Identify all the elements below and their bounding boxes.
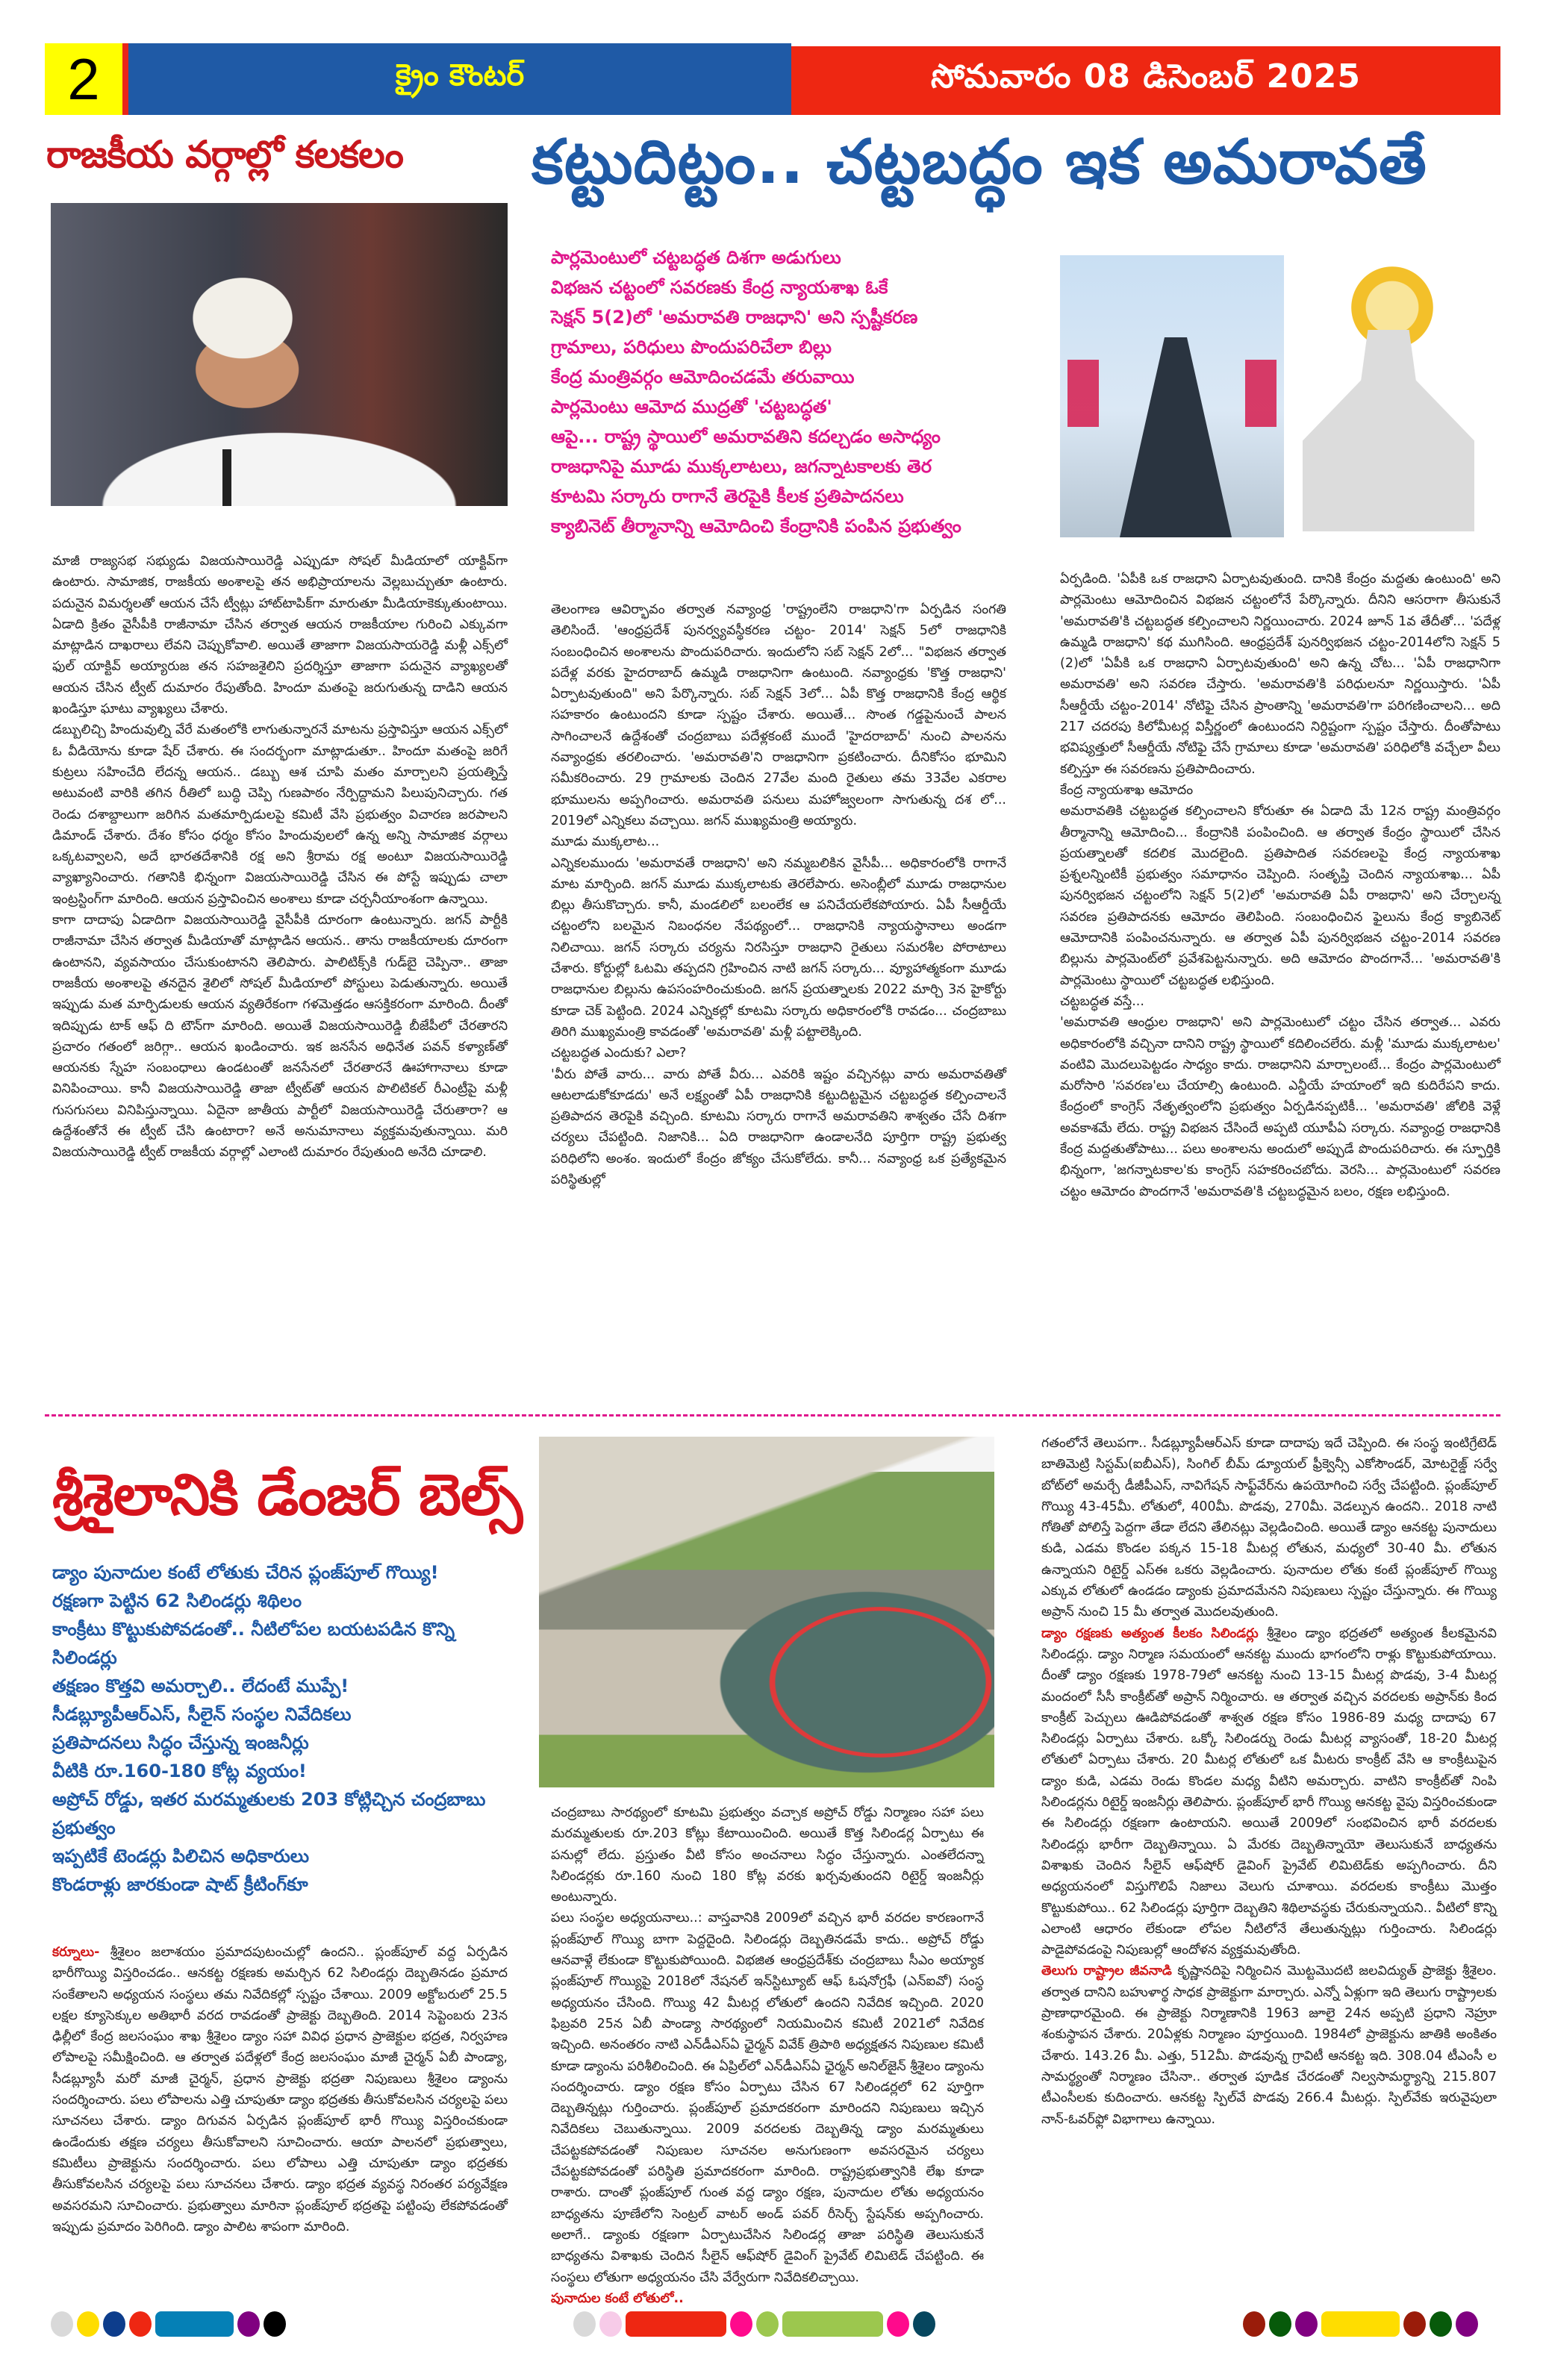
amaravati-body-col2 xyxy=(551,599,1006,1190)
paragraph: ఎన్నికలముందు 'అమరావతే రాజధాని' అని నమ్మబలికిన వైసీపీ... అధికారంలోకి రాగానే మాట మార్చింది. జగన్ మూడు ముక్కలాటకు తెరలేపారు. అసెంబ్లీలో మూడు రాజధానుల బిల్లు తీసుకొచ్చారు. కానీ, మండలిలో బలంలేక ఆ పనిచేయలేకపోయారు. ఏపీ సీఆర్డీయే చట్టంలోని బలమైన నిబంధనల నేపథ్యంలో... రాజధానికి న్యాయస్థానాలు అండగా నిలిచాయి. జగన్ సర్కారు చర్యను నిరసిస్తూ రాజధాని రైతులు సమరశీల పోరాటాలు చేశారు. కోర్టుల్లో ఓటమి తప్పదని గ్రహించిన నాటి జగన్ సర్కారు... వ్యూహాత్మకంగా మూడు రాజధానుల బిల్లును ఉపసంహరించుకుంది. జగన్ ప్రయత్నాలకు 2022 మార్చి 3న హైకోర్టు కూడా చెక్ పెట్టింది. 2024 ఎన్నికల్లో కూటమి సర్కారు అధికారంలోకి రావడం... చంద్రబాబు తిరిగి ముఖ్యమంత్రి కావడంతో 'అమరావతి' మళ్లీ పట్టాలెక్కింది. xyxy=(551,855,1006,1040)
color-swatch xyxy=(913,2311,935,2337)
paragraph: పలు సంస్థల అధ్యయనాలు..: వాస్తవానికి 2009లో వచ్చిన భారీ వరదల కారణంగానే ప్లంజ్‌పూల్ గొయ్యి బాగా పెద్దదైంది. సిలిండర్లు దెబ్బతినడమే కాదు.. అప్రోచ్ రోడ్డు ఆనవాళ్లే లేకుండా కొట్టుకుపోయింది. విభజిత ఆంధ్రప్రదేశ్‌కు చంద్రబాబు సీఎం అయ్యాక ప్లంజ్‌పూల్ గొయ్యిపై 2018లో నేషనల్ ఇన్‌స్టిట్యూట్ ఆఫ్ ఓషనోగ్రఫీ (ఎన్ఐవో) సంస్థ అధ్యయనం చేసింది. గొయ్యి 42 మీటర్ల లోతులో ఉందని నివేదిక ఇచ్చింది. 2020 ఫిబ్రవరి 25న ఏబీ పాండ్యా సారథ్యంలో నియమించిన కమిటీ 2021లో నివేదిక ఇచ్చింది. అనంతరం నాటి ఎన్‌డీఎస్ఏ ఛైర్మన్ వివేక్ త్రిపాఠి అధ్యక్షతన నిపుణుల కమిటీ కూడా డ్యాంను పరిశీలించింది. ఈ ఏప్రిల్‌లో ఎన్‌డీఎస్ఏ ఛైర్మన్ అనిల్‌జైన్ శ్రీశైలం డ్యాంను సందర్శించారు. డ్యాం రక్షణ కోసం ఏర్పాటు చేసిన 67 సిలిండర్లలో 62 పూర్తిగా దెబ్బతిన్నట్లు గుర్తించారు. ప్లంజ్‌పూల్ ప్రమాదకరంగా మారిందని నిపుణులు ఇచ్చిన నివేదికలు చెబుతున్నాయి. 2009 వరదలకు దెబ్బతిన్న డ్యాం మరమ్మతులు చేపట్టకపోవడంతో నిపుణుల సూచనల అనుగుణంగా అవసరమైన చర్యలు చేపట్టకపోవడంతో పరిస్థితి ప్రమాదకరంగా మారింది. రాష్ట్రప్రభుత్వానికి లేఖ కూడా రాశారు. దాంతో ప్లంజ్‌పూల్ గుంత వద్ద డ్యాం రక్షణ, పునాదుల లోతు అధ్యయనం బాధ్యతను పూణేలోని సెంట్రల్ వాటర్ అండ్ పవర్ రీసెర్చ్ స్టేషన్‌కు అప్పగించారు. అలాగే.. డ్యాంకు రక్షణగా ఏర్పాటుచేసిన సిలిండర్ల తాజా పరిస్థితి తెలుసుకునే బాధ్యతను విశాఖకు చెందిన సీలైన్ ఆఫ్‌షోర్ డైవింగ్ ప్రైవేట్ లిమిటెడ్ చేపట్టింది. ఈ సంస్థలు లోతుగా అధ్యయనం చేసి వేర్వేరుగా నివేదికలిచ్చాయి. xyxy=(551,1911,985,2285)
deck-line: కాంక్రీటు కొట్టుకుపోవడంతో.. నీటిలోపల బయటపడిన కొన్ని సిలిండర్లు xyxy=(52,1619,455,1668)
deck-line: అప్రోచ్ రోడ్డు, ఇతర మరమ్మతులకు 203 కోట్లిచ్చిన చంద్రబాబు ప్రభుత్వం xyxy=(52,1789,486,1838)
paragraph: కాగా దాదాపు ఏడాదిగా విజయసాయిరెడ్డి వైసీపీకి దూరంగా ఉంటున్నారు. జగన్ పార్టీకి రాజీనామా చేసిన తర్వాత మీడియాతో మాట్లాడిన ఆయన.. తాను రాజకీయాలకు దూరంగా ఉంటానని, వ్యవసాయం చేసుకుంటానని తెలిపారు. పాలిటిక్స్‌కి గుడ్‌బై చెప్పినా.. తాజా రాజకీయ అంశాలపై తనదైన శైలిలో సోషల్ మీడియాలో పోస్టులు పెడుతున్నారు. అయితే ఇప్పుడు మత మార్పిడులకు ఆయన వ్యతిరేకంగా గళమెత్తడం ఆసక్తికరంగా మారింది. దీంతో ఇదిప్పుడు టాక్ ఆఫ్ ది టౌన్‌గా మారింది. అయితే విజయసాయిరెడ్డి బీజేపీలో చేరతారని ప్రచారం గతంలో జరిగ్గా.. ఆయన ఖండించారు. ఇక జనసేన అధినేత పవన్ కళ్యాణ్‌తో ఆయనకు స్నేహ సంబంధాలు ఉండటంతో జనసేనలో చేరతారనే ఊహాగానాలు కూడా వినిపించాయి. కానీ విజయసాయిరెడ్డి తాజా ట్వీట్‌తో ఆయన పొలిటికల్ రీఎంట్రీపై మళ్లీ గుసగుసలు వినిపిస్తున్నాయి. ఏదైనా జాతీయ పార్టీలో విజయసాయిరెడ్డి చేరుతారా? ఆ ఉద్దేశంతోనే ఈ ట్వీట్ చేసి ఉంటారా? అనే అనుమానాలు వ్యక్తమవుతున్నాయి. మరి విజయసాయిరెడ్డి ట్వీట్ రాజకీయ వర్గాల్లో ఎలాంటి దుమారం రేపుతుంది అనేది చూడాలి. xyxy=(52,913,508,1161)
paragraph: కర్నూలు- శ్రీశైలం జలాశయం ప్రమాదపుటంచుల్లో ఉందని.. ప్లంజ్‌పూల్ వద్ద ఏర్పడిన భారీగొయ్యి విస్తరించడం.. ఆనకట్ట రక్షణకు అమర్చిన 62 సిలిండర్లు దెబ్బతినడం ప్రమాద సంకేతాలని అధ్యయన సంస్థలు తమ నివేదికల్లో స్పష్టం చేశాయి. 2009 అక్టోబరులో 25.5 లక్షల క్యూసెక్కుల అతిభారీ వరద రావడంతో ప్రాజెక్టు దెబ్బతింది. 2014 సెప్టెంబరు 23న ఢిల్లీలో కేంద్ర జలసంఘం శాఖ శ్రీశైలం డ్యాం సహా వివిధ ప్రధాన ప్రాజెక్టుల భద్రత, నిర్వహణ లోపాలపై సమీక్షించింది. ఆ తర్వాత పదేళ్లలో కేంద్ర జలసంఘం మాజీ చైర్మన్ ఏబీ పాండ్యా, సీడబ్ల్యూసీ మరో మాజీ చైర్మన్, ప్రధాన ప్రాజెక్టు భద్రతా నిపుణులు శ్రీశైలం డ్యాంను సందర్శించారు. పలు లోపాలను ఎత్తి చూపుతూ డ్యాం భద్రతకు తీసుకోవలసిన చర్యలపై పలు సూచనలు చేశారు. డ్యాం దిగువన ఏర్పడిన ప్లంజ్‌పూల్ భారీ గొయ్యి విస్తరించకుండా ఉండేందుకు తక్షణ చర్యలు తీసుకోవాలని సూచించారు. ఆయా పాలనలో ప్రభుత్వాలు, కమిటీలు ప్రాజెక్టును సందర్శించారు. పలు లోపాలు ఎత్తి చూపుతూ డ్యాం భద్రతకు తీసుకోవలసిన చర్యలపై పలు సూచనలు చేశారు. డ్యాం భద్రత వ్యవస్థ నిరంతర పర్యవేక్షణ అవసరమని సూచించారు. ప్రభుత్వాలు మారినా ప్లంజ్‌పూల్ భద్రతపై పట్టింపు లేకపోవడంతో ఇప్పుడు ప్రమాదం పెరిగింది. డ్యాం పాలిట శాపంగా మారింది. xyxy=(52,1945,508,2234)
color-swatch xyxy=(129,2311,152,2337)
paragraph: గతంలోనే తెలుపగా.. సీడబ్ల్యూపీఆర్ఎస్ కూడా దాదాపు ఇదే చెప్పింది. ఈ సంస్థ ఇంటిగ్రేటెడ్ బాతిమెట్రి సిస్టమ్(ఐబీఎస్), సింగిల్ బీమ్ డ్యూయల్ ఫ్రీక్వెన్సీ ఎకోసౌండర్, మోటరైజ్డ్ సర్వే బోట్‌లో అమర్చే డీజీపీఎస్, నావిగేషన్ సాఫ్ట్‌వేర్‌ను ఉపయోగించి సర్వే చేపట్టింది. ప్లంజ్‌పూల్ గొయ్యి 43-45మీ. లోతులో, 400మీ. పొడవు, 270మీ. వెడల్పున ఉందని.. 2018 నాటి గోతితో పోలిస్తే పెద్దగా తేడా లేదని తేలినట్లు వెల్లడించింది. అయితే డ్యాం ఆనకట్ట పునాదులు కుడి, ఎడమ కొండల పక్కన 15-18 మీటర్ల లోతున, మధ్యలో 30-40 మీ. లోతున ఉన్నాయని రిటైర్డ్ ఎస్ఈ ఒకరు వెల్లడించారు. పునాదుల లోతు కంటే ప్లంజ్‌పూల్ గొయ్యి ఎక్కువ లోతులో ఉండడం డ్యాంకు ప్రమాదమేనని నిపుణులు స్పష్టం చేస్తున్నారు. ఈ గొయ్యి అప్రాన్ నుంచి 15 మీ తర్వాత మొదలవుతుంది. xyxy=(1041,1436,1497,1620)
section-title: క్రైం కౌంటర్ xyxy=(128,43,791,115)
page-number: 2 xyxy=(45,43,128,115)
color-swatch xyxy=(77,2311,99,2337)
color-swatch xyxy=(1243,2311,1265,2337)
amaravati-photo xyxy=(1060,255,1493,537)
color-swatch xyxy=(155,2311,234,2337)
color-swatch xyxy=(264,2311,286,2337)
deck-line: వీటికి రూ.160-180 కోట్ల వ్యయం! xyxy=(52,1761,307,1781)
paragraph: తెలంగాణ ఆవిర్భావం తర్వాత నవ్యాంధ్ర 'రాష్ట్రంలేని రాజధాని'గా ఏర్పడిన సంగతి తెలిసిందే. 'ఆంధ్రప్రదేశ్ పునర్వ్యవస్థీకరణ చట్టం- 2014' సెక్షన్ 5లో రాజధానికి సంబంధించిన అంశాలను పొందుపరిచారు. ఇందులోని సబ్ సెక్షన్ 2లో... "విభజన తర్వాత పదేళ్ల వరకు హైదరాబాద్ ఉమ్మడి రాజధానిగా ఉంటుంది. నవ్యాంధ్రకు 'కొత్త రాజధాని' ఏర్పాటవుతుంది" అని పేర్కొన్నారు. సబ్ సెక్షన్ 3లో... ఏపీ కొత్త రాజధానికి కేంద్ర ఆర్థిక సహకారం ఉంటుందని కూడా స్పష్టం చేశారు. అయితే... సొంత గడ్డపైనుంచే పాలన సాగించాలనే ఉద్దేశంతో చంద్రబాబు పదేళ్లకంటే ముందే 'హైదరాబాద్' నుంచి పాలనను నవ్యాంధ్రకు తరలించారు. 'అమరావతి'ని రాజధానిగా ప్రకటించారు. దీనికోసం భూమిని సమీకరించారు. 29 గ్రామాలకు చెందిన 27వేల మంది రైతులు తమ 33వేల ఎకరాల భూములను అప్పగించారు. అమరావతి పనులు మహోజ్వలంగా సాగుతున్న దశ లో... 2019లో ఎన్నికలు వచ్చాయి. జగన్ ముఖ్యమంత్రి అయ్యారు. xyxy=(551,602,1006,828)
color-swatch xyxy=(1403,2311,1426,2337)
paragraph: తెలుగు రాష్ట్రాల జీవనాడి కృష్ణానదిపై నిర్మించిన మొట్టమొదటి జలవిద్యుత్ ప్రాజెక్టు శ్రీశైలం. తర్వాత దానిని బహుళార్థ సాధక ప్రాజెక్టుగా మార్చారు. ఎన్నో ఏళ్లుగా ఇది తెలుగు రాష్ట్రాలకు ప్రాణాధారమైంది. ఈ ప్రాజెక్టు నిర్మాణానికి 1963 జూలై 24న అప్పటి ప్రధాని నెహ్రూ శంకుస్థాపన చేశారు. 20ఏళ్లకు నిర్మాణం పూర్తయింది. 1984లో ప్రాజెక్టును జాతికి అంకితం చేశారు. 143.26 మీ. ఎత్తు, 512మీ. పొడవున్న గ్రావిటీ ఆనకట్ట ఇది. 308.04 టీఎంసీ ల సామర్థ్యంతో నిర్మాణం చేసినా.. తర్వాత పూడిక చేరడంతో నిల్వసామర్థ్యాన్ని 215.807 టీఎంసీలకు కుదించారు. ఆనకట్ట స్పిల్‌వే పొడవు 266.4 మీటర్లు. స్పిల్‌వేకు ఇరువైపులా నాన్-ఓవర్‌ఫ్లో విభాగాలు ఉన్నాయి. xyxy=(1041,1964,1497,2127)
color-registration-left xyxy=(51,2310,286,2338)
dateline: కర్నూలు- xyxy=(52,1945,100,1960)
deck-line: రాజధానిపై మూడు ముక్కలాటలు, జగన్నాటకాలకు తెర xyxy=(551,456,932,477)
paragraph: డ్యాం రక్షణకు అత్యంత కీలకం సిలిండర్లు శ్రీశైలం డ్యాం భద్రతలో అత్యంత కీలకమైనవి సిలిండర్లు. డ్యాం నిర్మాణ సమయంలో ఆనకట్ట ముందు భాగంలోని రాళ్లు కొట్టుకుపోయాయి. దీంతో డ్యాం రక్షణకు 1978-79లో ఆనకట్ట నుంచి 13-15 మీటర్ల పొడవు, 3-4 మీటర్ల మందంలో సీసీ కాంక్రీట్‌తో అప్రాన్ నిర్మించారు. ఆ తర్వాత వచ్చిన వరదలకు అప్రాన్‌కు కింద కాంక్రీట్ పెచ్చులు ఊడిపోవడంతో శాశ్వత రక్షణ కోసం 1986-89 మధ్య దాదాపు 67 సిలిండర్లు ఏర్పాటు చేశారు. ఒక్కో సిలిండర్ను రెండు మీటర్ల వ్యాసంతో, 18-20 మీటర్ల లోతులో ఏర్పాటు చేశారు. 20 మీటర్ల లోతులో ఒక మీటరు కాంక్రీట్ వేసి ఆ కాంక్రీటుపైన డ్యాం కుడి, ఎడమ రెండు కొండల మధ్య వీటిని అమర్చారు. వాటిని కాంక్రీట్‌తో నింపి సిలిండర్లను రిటైర్డ్ ఇంజనీర్లు తెలిపారు. ప్లంజ్‌పూల్ భారీ గొయ్యి ఆనకట్ట వైపు విస్తరించకుండా ఈ సిలిండర్లు రక్షణగా ఉంటాయని. అయితే 2009లో సంభవించిన భారీ వరదలకు సిలిండర్లు భారీగా దెబ్బతిన్నాయి. ఏ మేరకు దెబ్బతిన్నాయో తెలుసుకునే బాధ్యతను విశాఖకు చెందిన సీలైన్ ఆఫ్‌షోర్ డైవింగ్ ప్రైవేట్ లిమిటెడ్‌కు అప్పగించారు. దీని అధ్యయనంలో విస్తుగొలిపే నిజాలు వెలుగు చూశాయి. వరదలకు కాంక్రీటు మొత్తం కొట్టుకుపోయి.. 62 సిలిండర్లు పూర్తిగా దెబ్బతిని శిథిలావస్థకు చేరుకున్నాయని.. వీటిలో కొన్ని ఎలాంటి ఆధారం లేకుండా లోపల నీటిలోనే తేలుతున్నట్లు గుర్తించారు. సిలిండర్లు పాడైపోవడంపై నిపుణుల్లో ఆందోళన వ్యక్తమవుతోంది. xyxy=(1041,1625,1497,1958)
color-registration-right xyxy=(1243,2310,1478,2338)
issue-date: సోమవారం 08 డిసెంబర్ 2025 xyxy=(791,46,1500,115)
amaravati-body-col3 xyxy=(1060,569,1500,1202)
deck-line: తక్షణం కొత్తవి అమర్చాలి.. లేదంటే ముప్పే! xyxy=(52,1675,349,1696)
deck-line: కేంద్ర మంత్రివర్గం ఆమోదించడమే తరువాయి xyxy=(551,366,855,387)
color-swatch xyxy=(730,2311,752,2337)
vsr-headline: రాజకీయ వర్గాల్లో కలకలం xyxy=(46,133,403,176)
deck-line: సీడబ్ల్యూపీఆర్ఎస్, సీలైన్ సంస్థల నివేదికలు xyxy=(52,1704,352,1725)
subhead: తెలుగు రాష్ట్రాల జీవనాడి xyxy=(1041,1964,1172,1979)
deck-line: ఆపై... రాష్ట్ర స్థాయిలో అమరావతిని కదల్చడం అసాధ్యం xyxy=(551,426,941,447)
color-swatch xyxy=(103,2311,125,2337)
srisailam-deck xyxy=(52,1558,515,1899)
deck-line: డ్యాం పునాదుల కంటే లోతుకు చేరిన ప్లంజ్‌పూల్ గొయ్యి! xyxy=(52,1562,439,1583)
subhead: కేంద్ర న్యాయశాఖ ఆమోదం xyxy=(1060,782,1194,798)
vsr-photo xyxy=(51,203,508,506)
deck-line: గ్రామాలు, పరిధులు పొందుపరిచేలా బిల్లు xyxy=(551,337,832,357)
color-swatch xyxy=(1269,2311,1291,2337)
paragraph: ఏర్పడింది. 'ఏపీకి ఒక రాజధాని ఏర్పాటవుతుంది. దానికి కేంద్రం మద్దతు ఉంటుంది' అని పార్లమెంటు ఆమోదించిన విభజన చట్టంలోనే పేర్కొన్నారు. దీనిని ఆసరాగా తీసుకునే 'అమరావతి'కి చట్టబద్ధత కల్పించాలని నిర్ణయించారు. 2024 జూన్ 1వ తేదీతో... 'పదేళ్ల ఉమ్మడి రాజధాని' కథ ముగిసింది. ఆంధ్రప్రదేశ్ పునర్విభజన చట్టం-2014లోని సెక్షన్ 5 (2)లో 'ఏపీకి ఒక రాజధాని ఏర్పాటవుతుంది' అని ఉన్న చోట... 'ఏపీ రాజధానిగా అమరావతి' అని సవరణ చేస్తారు. 'అమరావతి'కి పరిధులనూ నిర్ణయిస్తారు. 'ఏపీ సీఆర్డీయే చట్టం-2014' నోటిఫై చేసిన ప్రాంతాన్ని 'అమరావతి'గా పరిగణించాలని... అది 217 చదరపు కిలోమీటర్ల విస్తీర్ణంలో ఉంటుందని నిర్దిష్టంగా స్పష్టం చేస్తారు. దీంతోపాటు భవిష్యత్తులో సీఆర్డీయే నోటిఫై చేసే గ్రామాలు కూడా 'అమరావతి' పరిధిలోకి వచ్చేలా వీలు కల్పిస్తూ ఈ సవరణను ప్రతిపాదించారు. xyxy=(1060,572,1500,777)
subhead: డ్యాం రక్షణకు అత్యంత కీలకం సిలిండర్లు xyxy=(1041,1625,1259,1641)
deck-line: పార్లమెంటులో చట్టబద్ధత దిశగా అడుగులు xyxy=(551,247,841,268)
color-swatch xyxy=(756,2311,779,2337)
deck-line: కొండరాళ్లు జారకుండా షాట్ క్రీటింగ్‌కూ xyxy=(52,1874,308,1895)
color-registration-middle xyxy=(573,2310,935,2338)
color-swatch xyxy=(626,2311,726,2337)
vsr-body xyxy=(52,551,508,1164)
subhead: చట్టబద్ధత వస్తే... xyxy=(1060,993,1144,1009)
paragraph xyxy=(551,2288,984,2309)
paragraph: డబ్బులిచ్చి హిందువుల్ని వేరే మతంలోకి లాగుతున్నారనే మాటను ప్రస్తావిస్తూ ఆయన ఎక్స్‌లో ఓ వీడియోను కూడా షేర్ చేశారు. ఈ సందర్భంగా మాట్లాడుతూ.. హిందూ మతంపై జరిగే కుట్రలు సహించేది లేదన్న ఆయన.. డబ్బు ఆశ చూపి మతం మార్చాలని ప్రయత్నిస్తే అటువంటి వారికి తగిన రీతిలో బుద్ధి చెప్పి గుణపాఠం నేర్పిద్దామని పిలుపునిచ్చారు. గత రెండు దశాబ్దాలుగా జరిగిన మతమార్పిడులపై కమిటీ వేసి ప్రభుత్వం విచారణ జరపాలని డిమాండ్ చేశారు. దేశం కోసం ధర్మం కోసం హిందువులలో ఉన్న అన్ని సామాజిక వర్గాలు ఒక్కటవ్వాలని, అదే భారతదేశానికి రక్ష అని శ్రీరామ రక్ష అంటూ విజయసాయిరెడ్డి వ్యాఖ్యానించారు. గతానికి భిన్నంగా విజయసాయిరెడ్డి చేసిన ఈ పోస్టే ఇప్పుడు చాలా ఇంట్రస్టింగ్‌గా మారింది. ఆయన ప్రస్తావించిన అంశాలు కూడా చర్చనీయాంశంగా ఉన్నాయి. xyxy=(52,722,508,907)
srisailam-body-col3 xyxy=(1041,1433,1497,2130)
paragraph: మాజీ రాజ్యసభ సభ్యుడు విజయసాయిరెడ్డి ఎప్పుడూ సోషల్ మీడియాలో యాక్టివ్‌గా ఉంటారు. సామాజిక, రాజకీయ అంశాలపై తన అభిప్రాయాలను వెల్లబుచ్చుతూ ఉంటారు. పదునైన విమర్శలతో ఆయన చేసే ట్వీట్లు హాట్‌టాపిక్‌గా మారుతూ మీడియాకెక్కుతుంటాయి. ఏడాది క్రితం వైసీపీకి రాజీనామా చేసిన తర్వాత ఆయన రాజకీయాల గురించి ఎక్కువగా మాట్లాడిన దాఖరాలు లేవని చెప్పుకోవాలి. అయితే తాజాగా విజయసాయరెడ్డి మళ్లీ ఎక్స్‌లో ఫుల్ యాక్టివ్ అయ్యారుజ తన సహజశైలిని ప్రదర్శిస్తూ తాజాగా పదునైన వ్యాఖ్యలతో ఆయన చేసిన ట్వీట్ దుమారం రేపుతోంది. హిందూ మతంపై జరుగుతున్న దాడిని ఆయన ఖండిస్తూ ఘాటు వ్యాఖ్యలు చేశారు. xyxy=(52,554,508,717)
deck-line: విభజన చట్టంలో సవరణకు కేంద్ర న్యాయశాఖ ఓకే xyxy=(551,277,888,298)
foundation-stone-image xyxy=(1060,255,1284,537)
paragraph: చంద్రబాబు సారథ్యంలో కూటమి ప్రభుత్వం వచ్చాక అప్రోచ్ రోడ్డు నిర్మాణం సహా పలు మరమ్మతులకు రూ.203 కోట్లు కేటాయించింది. అయితే కొత్త సిలిండర్ల ఏర్పాటు ఈ పనుల్లో లేదు. ప్రస్తుతం వీటి కోసం అంచనాలు సిద్ధం చేస్తున్నారు. ఎంతలేదన్నా సిలిండర్లకు రూ.160 నుంచి 180 కోట్ల వరకు ఖర్చవుతుందని రిటైర్డ్ ఇంజనీర్లు అంటున్నారు. xyxy=(551,1805,984,1905)
amaravati-headline: కట్టుదిట్టం.. చట్టబద్ధం ఇక అమరావతే xyxy=(532,127,1427,198)
amaravati-deck xyxy=(551,243,1044,541)
color-swatch xyxy=(887,2311,909,2337)
section-divider xyxy=(45,1414,1500,1417)
color-swatch xyxy=(51,2311,73,2337)
srisailam-body-col2 xyxy=(551,1802,984,2309)
color-swatch xyxy=(599,2311,622,2337)
color-swatch xyxy=(573,2311,596,2337)
color-swatch xyxy=(1295,2311,1318,2337)
paragraph: 'అమరావతి ఆంధ్రుల రాజధాని' అని పార్లమెంటులో చట్టం చేసిన తర్వాత... ఎవరు అధికారంలోకి వచ్చినా దానిని రాష్ట్ర స్థాయిలో కదిలించలేరు. మళ్లీ 'మూడు ముక్కలాటల' వంటివి మొదలుపెట్టడం సాధ్యం కాదు. రాజధానిని మార్చాలంటే... కేంద్రం పార్లమెంటులో మరోసారి 'సవరణ'లు చేయాల్సి ఉంటుంది. ఎన్డీయే హయాంలో ఇది కుదిరేపని కాదు. కేంద్రంలో కాంగ్రెస్ నేతృత్వంలోని ప్రభుత్వం ఏర్పడినప్పటికీ... 'అమరావతి' జోలికి వెళ్లే అవకాశమే లేదు. రాష్ట్ర విభజన చేసిందే అప్పటి యూపీఏ సర్కారు. నవ్యాంధ్ర రాజధానికి కేంద్ర మద్దతుతోపాటు... పలు అంశాలను అందులో అప్పుడే పొందుపరిచారు. ఈ స్ఫూర్తికి భిన్నంగా, 'జగన్నాటకాల'కు కాంగ్రెస్ సహకరించబోదు. వెరసి... పార్లమెంటులో సవరణ చట్టం ఆమోదం పొందగానే 'అమరావతి'కి చట్టబద్ధమైన బలం, రక్షణ లభిస్తుంది. xyxy=(1060,1015,1500,1199)
subhead: పునాదుల కంటే లోతులో.. xyxy=(551,2290,684,2306)
deck-line: ఇప్పటికే టెండర్లు పిలిచిన అధికారులు xyxy=(52,1846,310,1867)
srisailam-dam-photo xyxy=(539,1437,994,1787)
srisailam-body-col1 xyxy=(52,1942,508,2237)
color-swatch xyxy=(1321,2311,1400,2337)
deck-line: కూటమి సర్కారు రాగానే తెరపైకి కీలక ప్రతిపాదనలు xyxy=(551,486,904,507)
color-swatch xyxy=(1430,2311,1452,2337)
subhead: చట్టబద్ధత ఎందుకు? ఎలా? xyxy=(551,1046,687,1061)
color-swatch xyxy=(1456,2311,1478,2337)
subhead: మూడు ముక్కలాట... xyxy=(551,834,660,850)
deck-line: సెక్షన్ 5(2)లో 'అమరావతి రాజధాని' అని స్పష్టీకరణ xyxy=(551,307,918,328)
masthead xyxy=(45,43,1500,115)
paragraph: 'వీరు పోతే వారు... వారు పోతే వీరు... ఎవరికి ఇష్టం వచ్చినట్లు వారు అమరావతితో ఆటలాడుకోకూడదు' అనే లక్ష్యంతో ఏపీ రాజధానికి కట్టుదిట్టమైన చట్టబద్ధత కల్పించాలనే ప్రతిపాదన తెరపైకి వచ్చింది. కూటమి సర్కారు రాగానే అమరావతిని శాశ్వతం చేసే దిశగా చర్యలు చేపట్టింది. నిజానికి... ఏది రాజధానిగా ఉండాలనేది పూర్తిగా రాష్ట్ర ప్రభుత్వ పరిధిలోని అంశం. ఇందులో కేంద్రం జోక్యం చేసుకోలేదు. కానీ... నవ్యాంధ్ర ఒక ప్రత్యేకమైన పరిస్థితుల్లో xyxy=(551,1066,1006,1188)
deck-line: రక్షణగా పెట్టిన 62 సిలిండర్లు శిథిలం xyxy=(52,1590,302,1611)
srisailam-headline: శ్రీశైలానికి డేంజర్ బెల్స్ xyxy=(52,1461,523,1528)
buddha-statue-image xyxy=(1284,255,1493,537)
color-swatch xyxy=(237,2311,260,2337)
deck-line: క్యాబినెట్ తీర్మానాన్ని ఆమోదించి కేంద్రానికి పంపిన ప్రభుత్వం xyxy=(551,516,961,537)
microphone-graphic xyxy=(222,449,231,506)
deck-line: ప్రతిపాదనలు సిద్ధం చేస్తున్న ఇంజనీర్లు xyxy=(52,1732,309,1753)
color-swatch xyxy=(782,2311,883,2337)
deck-line: పార్లమెంటు ఆమోద ముద్రతో 'చట్టబద్ధత' xyxy=(551,396,832,417)
paragraph: అమరావతికి చట్టబద్ధత కల్పించాలని కోరుతూ ఈ ఏడాది మే 12న రాష్ట్ర మంత్రివర్గం తీర్మానాన్ని ఆమోదించి... కేంద్రానికి పంపించింది. ఆ తర్వాత కేంద్రం స్థాయిలో చేసిన ప్రయత్నాలతో కదలిక మొదలైంది. ప్రతిపాదిత సవరణలపై కేంద్ర న్యాయశాఖ ప్రశ్నలన్నింటికీ ప్రభుత్వం సమాధానం చెప్పింది. సంతృప్తి చెందిన న్యాయశాఖ... ఏపీ పునర్విభజన చట్టంలోని సెక్షన్ 5(2)లో 'అమరావతి ఏపీ రాజధాని' అని చేర్చాలన్న సవరణ ప్రతిపాదనకు ఆమోదం తెలిపింది. సంబంధించిన ఫైలును కేంద్ర క్యాబినెట్ ఆమోదానికి పంపించనున్నారు. ఆ తర్వాత ఏపీ పునర్విభజన చట్టం-2014 సవరణ బిల్లును పార్లమెంట్‌లో ప్రవేశపెట్టనున్నారు. అది ఆమోదం పొందగానే... 'అమరావతి'కి పార్లమెంటు స్థాయిలో చట్టబద్ధత లభిస్తుంది. xyxy=(1060,804,1500,988)
